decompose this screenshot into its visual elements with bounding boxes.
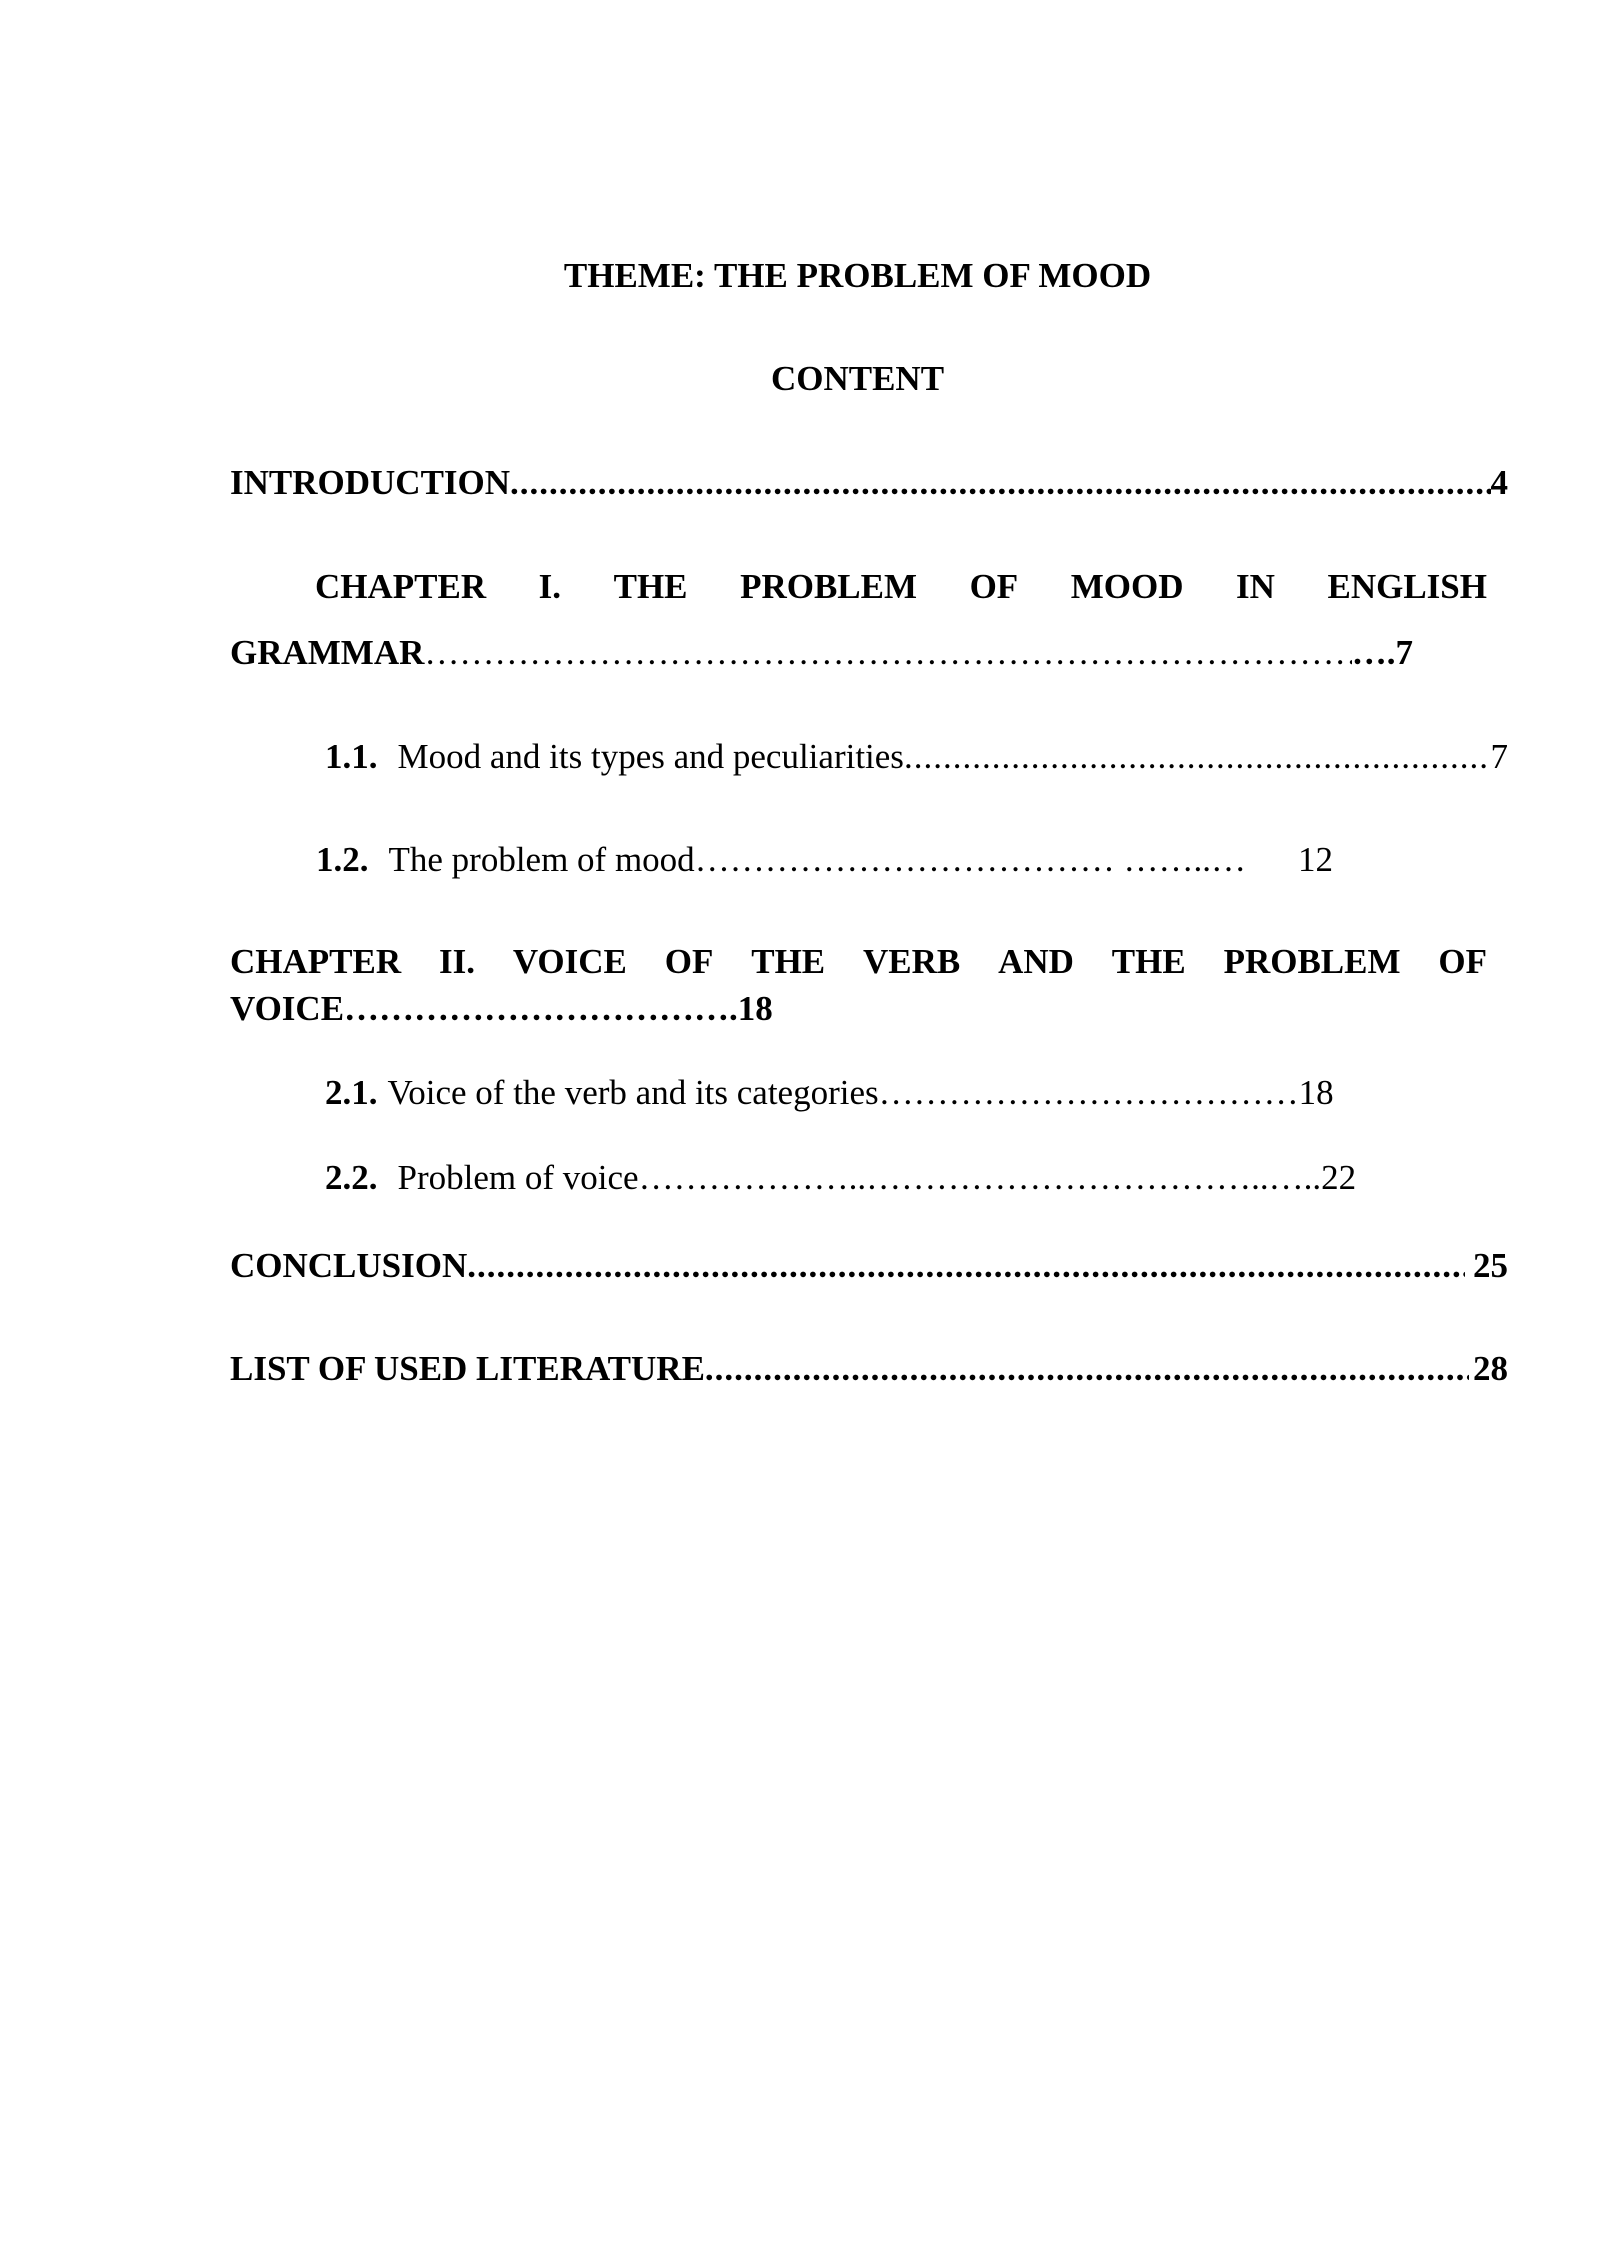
toc-entry-section-1-1[interactable]: [325, 736, 1508, 778]
heading-word: IN: [1236, 567, 1275, 606]
toc-page-number: 7: [1395, 633, 1413, 672]
toc-entry-chapter-2-line-2[interactable]: [230, 988, 773, 1030]
toc-page-number: 18: [1298, 1073, 1334, 1112]
toc-entry-literature[interactable]: [230, 1348, 1508, 1390]
document-theme: THEME: THE PROBLEM OF MOOD: [563, 256, 1152, 295]
section-number: 1.2.: [316, 840, 369, 879]
dot-leader: [467, 1245, 1465, 1287]
heading-word: OF: [969, 567, 1019, 606]
toc-label: GRAMMAR: [230, 633, 425, 672]
toc-entry-chapter-1-line-1[interactable]: [230, 566, 1487, 608]
dot-leader: [705, 1348, 1469, 1390]
heading-word: CHAPTER: [230, 942, 402, 981]
dot-leader: ……………………………… ……..…: [694, 840, 1246, 879]
toc-entry-chapter-1-line-2[interactable]: [230, 632, 1413, 674]
toc-leader-tail: ….: [1351, 633, 1396, 672]
heading-word: VOICE: [512, 942, 627, 981]
heading-word: OF: [1438, 942, 1487, 981]
heading-word: I.: [538, 567, 562, 606]
heading-word: VERB: [863, 942, 961, 981]
content-heading: CONTENT: [770, 359, 945, 398]
heading-word: THE: [613, 567, 688, 606]
toc-page-number: 22: [1321, 1158, 1357, 1197]
toc-entry-conclusion[interactable]: [230, 1245, 1508, 1287]
heading-word: PROBLEM: [740, 567, 918, 606]
toc-label: VOICE…………………………….18: [230, 989, 773, 1028]
toc-entry-section-2-2[interactable]: [325, 1157, 1356, 1199]
dot-leader: ………………………………: [878, 1073, 1299, 1112]
dot-leader: [510, 462, 1490, 504]
toc-label: CONCLUSION: [230, 1246, 468, 1285]
heading-word: THE: [1111, 942, 1186, 981]
toc-page-number: 28: [1473, 1349, 1508, 1388]
dot-leader: [904, 736, 1491, 778]
toc-page-number: 7: [1490, 737, 1508, 776]
dot-leader: [424, 632, 1351, 674]
heading-word: II.: [438, 942, 475, 981]
toc-label: Problem of voice: [397, 1158, 639, 1197]
heading-word: AND: [998, 942, 1074, 981]
heading-word: MOOD: [1070, 567, 1184, 606]
toc-entry-section-2-1[interactable]: [325, 1072, 1334, 1114]
toc-page-number: 25: [1473, 1246, 1508, 1285]
section-number: 1.1.: [325, 737, 378, 776]
heading-word: CHAPTER: [315, 567, 487, 606]
section-number: 2.2.: [325, 1158, 378, 1197]
toc-label: Voice of the verb and its categories: [387, 1073, 879, 1112]
heading-word: PROBLEM: [1223, 942, 1401, 981]
toc-page-number: 12: [1297, 840, 1333, 879]
toc-label: The problem of mood: [388, 840, 695, 879]
heading-word: ENGLISH: [1327, 567, 1487, 606]
dot-leader: ………………..……………………………..…..: [638, 1158, 1322, 1197]
section-number: 2.1.: [325, 1073, 378, 1112]
toc-entry-section-1-2[interactable]: [316, 839, 1333, 881]
toc-label: Mood and its types and peculiarities: [397, 737, 904, 776]
heading-word: THE: [751, 942, 826, 981]
heading-word: OF: [664, 942, 714, 981]
toc-label: LIST OF USED LITERATURE: [230, 1349, 705, 1388]
toc-page-number: 4: [1490, 463, 1508, 502]
toc-entry-chapter-2-line-1[interactable]: [230, 941, 1487, 983]
toc-entry-introduction[interactable]: [230, 462, 1508, 504]
toc-label: INTRODUCTION: [230, 463, 511, 502]
